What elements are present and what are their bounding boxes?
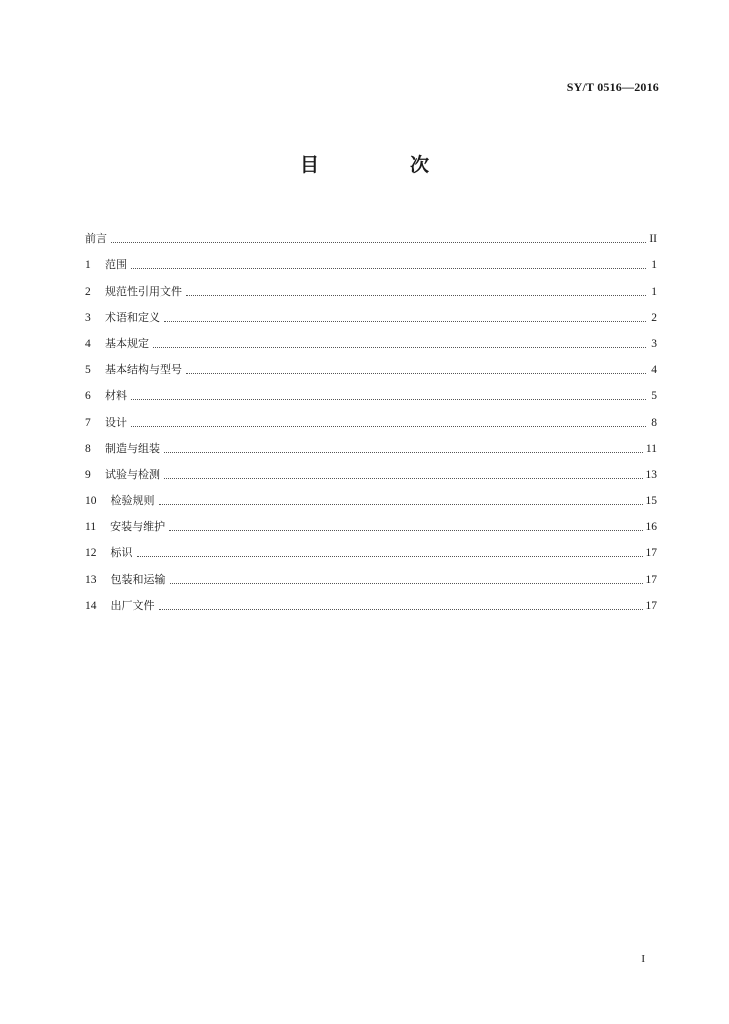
toc-entry-5[interactable] — [85, 351, 657, 377]
toc-leader-dots — [164, 320, 646, 322]
toc-leader-dots — [170, 582, 643, 584]
toc-entry-10[interactable] — [85, 482, 657, 508]
toc-entry-page: 5 — [651, 390, 657, 403]
toc-leader-dots — [186, 294, 646, 296]
toc-entry-label: 材料 — [105, 389, 127, 403]
toc-entry-label: 检验规则 — [110, 494, 155, 508]
toc-entry-3[interactable] — [85, 299, 657, 325]
toc-leader-dots — [131, 267, 646, 269]
toc-entry-number: 11 — [85, 521, 97, 534]
page-title: 目 次 — [299, 154, 465, 176]
toc-entry-page: 16 — [645, 521, 657, 534]
toc-entry-label: 基本规定 — [105, 336, 149, 350]
toc-entry-number: 13 — [85, 573, 97, 586]
toc-entry-page: 1 — [651, 285, 657, 298]
toc-entry-page: II — [649, 233, 657, 246]
toc-entry-number: 14 — [85, 599, 97, 612]
toc-entry-number: 12 — [85, 547, 97, 560]
toc-entry-page: 8 — [651, 416, 657, 429]
toc-entry-label: 制造与组装 — [105, 441, 160, 455]
toc-entry-number: 4 — [85, 337, 91, 350]
table-of-contents — [85, 220, 657, 613]
toc-entry-1[interactable] — [85, 246, 657, 272]
toc-entry-foreword[interactable] — [85, 220, 657, 246]
toc-entry-number: 10 — [85, 495, 97, 508]
toc-entry-13[interactable] — [85, 560, 657, 586]
toc-entry-label: 出厂文件 — [110, 598, 155, 612]
toc-entry-number: 6 — [85, 390, 91, 403]
toc-entry-4[interactable] — [85, 325, 657, 351]
toc-entry-label: 基本结构与型号 — [105, 363, 182, 377]
toc-entry-label: 标识 — [110, 546, 133, 560]
toc-leader-dots — [153, 346, 646, 348]
toc-leader-dots — [111, 241, 646, 243]
toc-entry-page: 17 — [645, 573, 657, 586]
toc-entry-page: 17 — [645, 547, 657, 560]
toc-entry-page: 3 — [651, 337, 657, 350]
toc-leader-dots — [131, 398, 646, 400]
toc-entry-label: 术语和定义 — [105, 310, 160, 324]
toc-entry-page: 11 — [645, 442, 657, 455]
toc-entry-label: 设计 — [105, 415, 127, 429]
toc-entry-8[interactable] — [85, 430, 657, 456]
toc-entry-9[interactable] — [85, 456, 657, 482]
toc-entry-label: 前言 — [85, 232, 107, 246]
toc-entry-label: 范围 — [105, 258, 127, 272]
toc-entry-14[interactable] — [85, 587, 657, 613]
page-number: I — [641, 953, 645, 965]
toc-entry-12[interactable] — [85, 534, 657, 560]
toc-leader-dots — [169, 529, 642, 531]
toc-entry-number: 9 — [85, 468, 91, 481]
toc-leader-dots — [159, 503, 643, 505]
toc-entry-page: 1 — [651, 259, 657, 272]
toc-entry-label: 安装与维护 — [110, 520, 166, 534]
toc-entry-page: 13 — [645, 468, 657, 481]
toc-leader-dots — [159, 608, 643, 610]
toc-entry-page: 4 — [651, 364, 657, 377]
toc-leader-dots — [137, 555, 643, 557]
toc-entry-number: 7 — [85, 416, 91, 429]
toc-entry-number: 8 — [85, 442, 91, 455]
toc-entry-number: 1 — [85, 259, 91, 272]
toc-leader-dots — [186, 372, 646, 374]
toc-leader-dots — [164, 477, 643, 479]
toc-entry-label: 规范性引用文件 — [105, 284, 182, 298]
toc-entry-number: 3 — [85, 311, 91, 324]
toc-entry-page: 2 — [651, 311, 657, 324]
toc-leader-dots — [164, 451, 643, 453]
toc-entry-page: 17 — [645, 599, 657, 612]
standard-code: SY/T 0516—2016 — [566, 80, 659, 94]
toc-entry-7[interactable] — [85, 403, 657, 429]
toc-entry-number: 2 — [85, 285, 91, 298]
toc-entry-page: 15 — [645, 495, 657, 508]
toc-entry-label: 试验与检测 — [105, 467, 160, 481]
toc-entry-11[interactable] — [85, 508, 657, 534]
toc-leader-dots — [131, 425, 646, 427]
toc-entry-6[interactable] — [85, 377, 657, 403]
toc-entry-label: 包装和运输 — [110, 572, 166, 586]
toc-entry-2[interactable] — [85, 272, 657, 298]
toc-entry-number: 5 — [85, 364, 91, 377]
